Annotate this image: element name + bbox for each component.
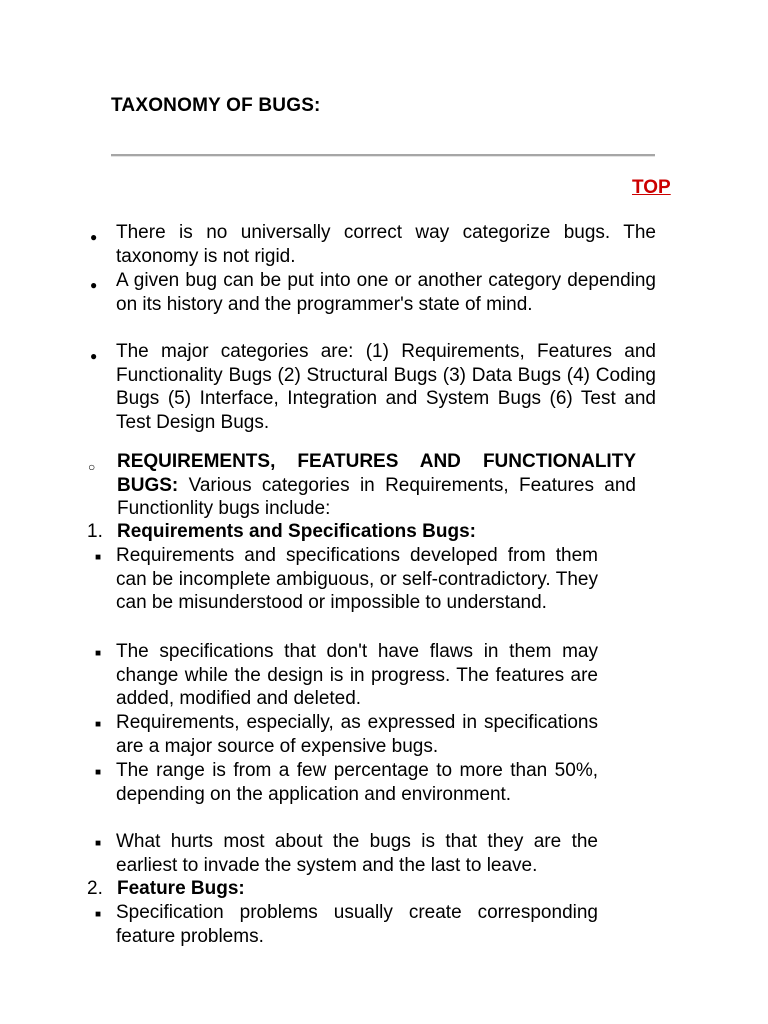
square-bullet-icon: ■ [95, 552, 102, 563]
list-item: What hurts most about the bugs is that they are the earliest to invade the system and the last to leave. [116, 831, 598, 876]
section-intro: Various categories in Requirements, Features and Functionlity bugs include: [117, 474, 636, 519]
list-item: The major categories are: (1) Requirements, Features and Functionality Bugs (2) Structural Bugs (3) Data Bugs (4) Coding Bugs (5) Interface, Integration and System Bugs (6) Test and Test Design Bugs. [116, 341, 656, 433]
list-item: Requirements and specifications developed from them can be incomplete ambiguous, or self-contradictory. They can be misunderstood or impossible to understand. [116, 545, 598, 613]
section-paragraph [117, 450, 636, 521]
square-bullet-icon: ■ [95, 909, 102, 920]
list-item: There is no universally correct way categorize bugs. The taxonomy is not rigid. [116, 222, 656, 267]
section-title: REQUIREMENTS, FEATURES AND FUNCTIONALITY BUGS: [117, 451, 636, 496]
list-item: The range is from a few percentage to more than 50%, depending on the application and environment. [116, 760, 598, 805]
square-bullet-icon: ■ [95, 648, 102, 659]
horizontal-rule [111, 154, 655, 157]
subsection-title: Requirements and Specifications Bugs: [117, 521, 476, 542]
subsection-title: Feature Bugs: [117, 878, 245, 899]
list-item: Specification problems usually create corresponding feature problems. [116, 902, 598, 947]
bullet-icon: ● [90, 230, 98, 244]
list-item: A given bug can be put into one or another category depending on its history and the programmer's state of mind. [116, 270, 656, 315]
square-bullet-icon: ■ [95, 838, 102, 849]
square-bullet-icon: ■ [95, 719, 102, 730]
list-number: 2. [87, 878, 103, 899]
list-item: Requirements, especially, as expressed in specifications are a major source of expensive bugs. [116, 712, 598, 757]
bullet-icon: ● [90, 349, 98, 363]
circle-bullet-icon: ○ [88, 460, 96, 474]
list-number: 1. [87, 521, 103, 542]
top-link[interactable]: TOP [632, 177, 671, 198]
square-bullet-icon: ■ [95, 767, 102, 778]
list-item: The specifications that don't have flaws in them may change while the design is in progress. The features are added, modified and deleted. [116, 641, 598, 709]
page-title: TAXONOMY OF BUGS: [111, 95, 321, 116]
bullet-icon: ● [90, 278, 98, 292]
